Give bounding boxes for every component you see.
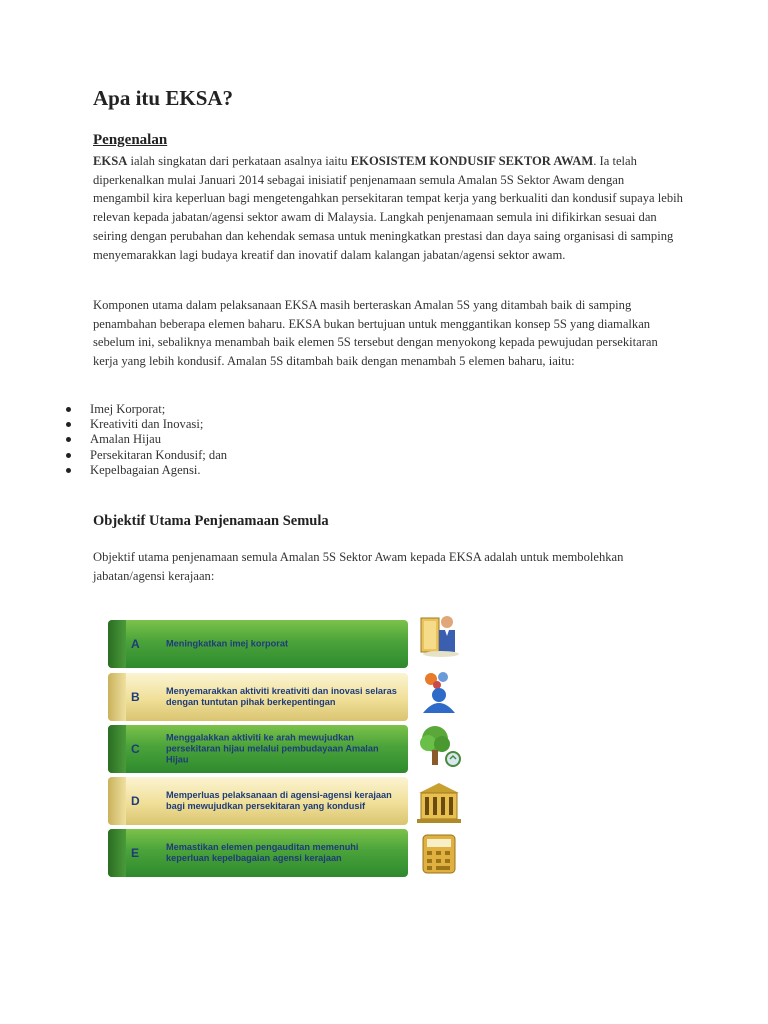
objective-band-c — [108, 725, 408, 773]
intro-text-2: . Ia telah diperkenalkan mulai Januari 2014 sebagai inisiatif penjenamaan semula Amalan 5S Sektor Awam dengan mengambil kira keperluan bagi mengetengahkan persekitaran tempat kerja yang berkualiti dan kondusif supaya lebih relevan kepada jabatan/agensi sektor awam di Malaysia. Langkah penjenamaan semula ini difikirkan sesuai dan seiring dengan perubahan dan kehendak semasa untuk meningkatkan prestasi dan daya saing organisasi di samping menyemarakkan lagi budaya kreatif dan inovatif dalam kalangan jabatan/agensi sektor awam. — [93, 154, 683, 262]
objective-band-b — [108, 673, 408, 721]
bullet-icon — [66, 437, 71, 442]
objective-letter: A — [131, 637, 140, 651]
components-paragraph: Komponen utama dalam pelaksanaan EKSA masih berteraskan Amalan 5S yang ditambah baik di samping penambahan beberapa elemen baharu. EKSA bukan bertujuan untuk menggantikan konsep 5S yang diamalkan sebelum ini, sebaliknya menambah baik elemen 5S tersebut dengan menyokong kepada pewujudan persekitaran kerja yang lebih kondusif. Amalan 5S ditambah baik dengan menambah 5 elemen baharu, iaitu: — [93, 298, 658, 369]
idea-head-icon — [415, 667, 463, 715]
list-item: Persekitaran Kondusif; dan — [66, 448, 227, 463]
objective-paragraph: Objektif utama penjenamaan semula Amalan 5S Sektor Awam kepada EKSA adalah untuk membolehkan jabatan/agensi kerajaan: — [93, 550, 624, 583]
objective-band-a — [108, 620, 408, 668]
elements-list — [66, 402, 227, 478]
objective-text: Meningkatkan imej korporat — [166, 638, 289, 649]
objective-letter: E — [131, 846, 140, 860]
intro-text-1: ialah singkatan dari perkataan asalnya iaitu — [127, 154, 351, 168]
bullet-icon — [66, 468, 71, 473]
objective-band-d — [108, 777, 408, 825]
objective-band-e — [108, 829, 408, 877]
list-item: Amalan Hijau — [66, 432, 227, 447]
calculator-icon — [415, 829, 463, 877]
intro-paragraph — [93, 152, 683, 264]
building-icon — [415, 777, 463, 825]
objective-letter: C — [131, 742, 140, 756]
list-item: Kepelbagaian Agensi. — [66, 463, 227, 478]
bullet-icon — [66, 422, 71, 427]
objective-text: Memperluas pelaksanaan di agensi-agensi kerajaan bagi mewujudkan persekitaran yang kondusif — [166, 790, 392, 811]
objective-letter: B — [131, 690, 140, 704]
objective-text: Menggalakkan aktiviti ke arah mewujudkan persekitaran hijau melalui pembudayaan Amalan Hijau — [166, 732, 379, 765]
intro-bold-full-name: EKOSISTEM KONDUSIF SEKTOR AWAM — [350, 154, 594, 168]
tree-recycle-icon — [415, 723, 463, 771]
objective-text: Menyemarakkan aktiviti kreativiti dan inovasi selaras dengan tuntutan pihak berkepentingan — [166, 686, 397, 707]
bullet-icon — [66, 453, 71, 458]
intro-bold-eksa: EKSA — [93, 154, 128, 168]
section-heading-intro: Pengenalan — [93, 132, 168, 148]
list-item: Imej Korporat; — [66, 402, 227, 417]
page-title: Apa itu EKSA? — [93, 86, 234, 110]
objective-letter: D — [131, 794, 140, 808]
person-door-icon — [415, 610, 463, 658]
objectives-infographic — [108, 605, 478, 890]
list-item: Kreativiti dan Inovasi; — [66, 417, 227, 432]
bullet-icon — [66, 407, 71, 412]
objective-text: Memastikan elemen pengauditan memenuhi keperluan kepelbagaian agensi kerajaan — [166, 842, 359, 863]
objective-heading: Objektif Utama Penjenamaan Semula — [93, 513, 329, 529]
